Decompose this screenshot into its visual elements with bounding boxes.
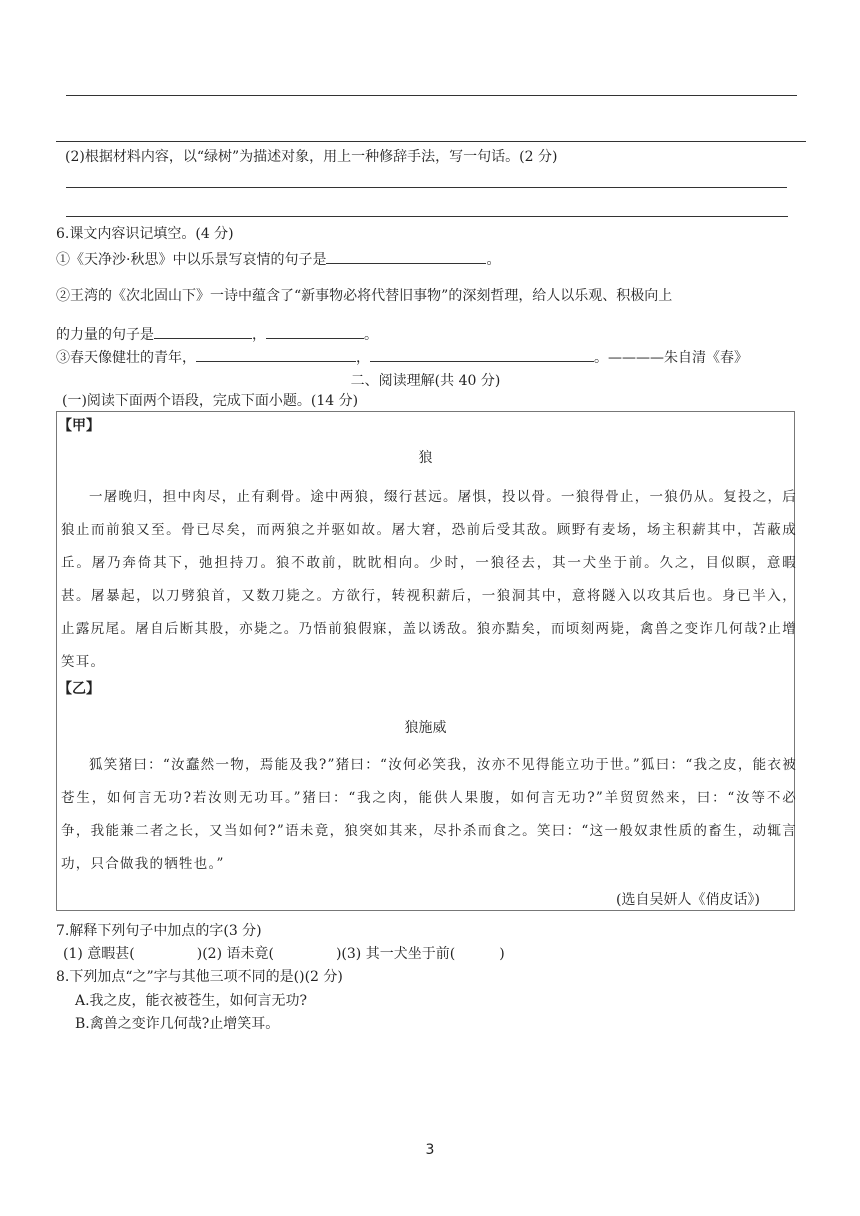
question-8-title: 8.下列加点“之”字与其他三项不同的是()(2 分) (56, 969, 343, 985)
passage-yi-label: 【乙】 (58, 681, 100, 697)
passage-yi-title: 狼施威 (404, 720, 447, 736)
item-text: ①《天净沙·秋思》中以乐景写哀情的句子是 (56, 252, 327, 268)
item-text: 。 (486, 252, 501, 268)
page-number: 3 (425, 1142, 435, 1158)
fill-blank (266, 324, 364, 339)
question-6-item-3 (56, 347, 748, 367)
item-text: 。————朱自清《春》 (594, 350, 748, 366)
question-7-items (63, 945, 505, 963)
answer-line (56, 141, 806, 142)
item-text: (1) 意暇甚( (63, 946, 135, 962)
section-2-title: 二、阅读理解(共 40 分) (350, 373, 501, 389)
question-6-item-2-line2 (56, 324, 378, 344)
answer-line (66, 216, 788, 217)
question-6-item-2-line1: ②王湾的《次北固山下》一诗中蕴含了“新事物必将代替旧事物”的深刻哲理，给人以乐观、积极向上 (56, 288, 673, 304)
passage-jia-label: 【甲】 (58, 418, 100, 434)
fill-blank (196, 347, 356, 362)
passage-yi-source: (选自吴妍人《俏皮话》) (616, 892, 760, 908)
question-7-title: 7.解释下列句子中加点的字(3 分) (56, 923, 262, 939)
fill-blank (370, 347, 594, 362)
passage-jia-title: 狼 (418, 450, 433, 466)
item-text: ， (356, 350, 370, 366)
item-text: ， (252, 327, 266, 343)
item-text: ③春天像健壮的青年， (56, 350, 196, 366)
question-5-sub2: (2)根据材料内容，以“绿树”为描述对象，用上一种修辞手法，写一句话。(2 分) (65, 149, 558, 165)
passage-yi-body: 狐笑猪曰：“汝蠢然一物，焉能及我?”猪曰：“汝何必笑我，汝亦不见得能立功于世。”狐曰：“我之皮，能衣被苍生，如何言无功?若汝则无功耳。”猪曰：“我之肉，能供人果腹，如何言无功?”羊贸贸然来，曰：“汝等不必争，我能兼二者之长，又当如何?”语未竟，狼突如其来，尽扑杀而食之。笑曰：“这一般奴隶性质的畜生，动辄言功，只合做我的牺牲也。” (61, 757, 797, 872)
answer-line (66, 187, 787, 188)
question-8-option-a: A.我之皮，能衣被苍生，如何言无功? (75, 993, 308, 1009)
item-text: 的力量的句子是 (56, 327, 154, 343)
question-6-title: 6.课文内容识记填空。(4 分) (56, 226, 234, 242)
question-6-item-1 (56, 249, 500, 269)
item-text: ) (499, 946, 505, 962)
fill-blank (326, 249, 486, 264)
answer-line (66, 95, 797, 96)
item-text: )(3) 其一犬坐于前( (335, 946, 456, 962)
passage-jia-body: 一屠晚归，担中肉尽，止有剩骨。途中两狼，缀行甚远。屠惧，投以骨。一狼得骨止，一狼仍从。复投之，后狼止而前狼又至。骨已尽矣，而两狼之并驱如故。屠大窘，恐前后受其敌。顾野有麦场，场主积薪其中，苫蔽成丘。屠乃奔倚其下，弛担持刀。狼不敢前，眈眈相向。少时，一狼径去，其一犬坐于前。久之，目似瞑，意暇甚。屠暴起，以刀劈狼首，又数刀毙之。方欲行，转视积薪后，一狼洞其中，意将隧入以攻其后也。身已半入，止露尻尾。屠自后断其股，亦毙之。乃悟前狼假寐，盖以诱敌。狼亦黠矣，而顷刻两毙，禽兽之变诈几何哉?止增笑耳。 (61, 489, 797, 670)
reading-1-intro: (一)阅读下面两个语段，完成下面小题。(14 分) (62, 393, 359, 409)
question-8-option-b: B.禽兽之变诈几何哉?止增笑耳。 (75, 1016, 280, 1032)
item-text: 。 (364, 327, 378, 343)
item-text: )(2) 语未竟( (196, 946, 274, 962)
fill-blank (154, 324, 252, 339)
